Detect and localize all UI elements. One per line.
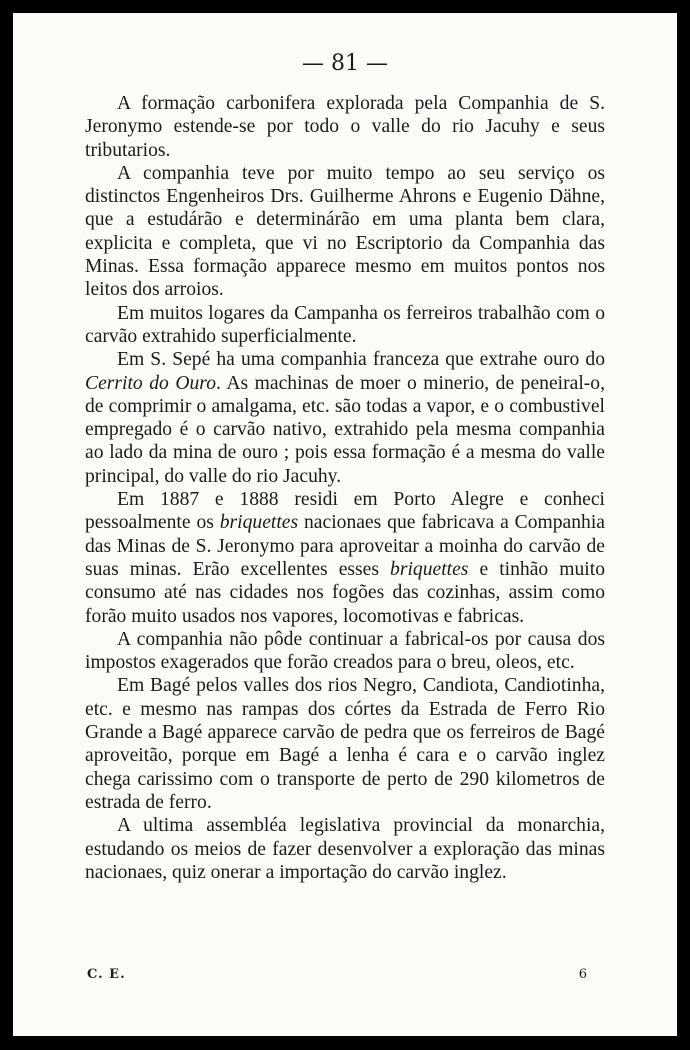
paragraph-3 [85,302,605,349]
sheet-number: 6 [578,967,587,982]
body-text [85,92,605,884]
paragraph-8 [85,814,605,884]
paragraph-text: nacionaes que fabricava a Companhia das Minas de S. Jeronymo para aproveitar a moinha do carvão de suas minas. Erão excellentes esses [85,512,605,580]
paragraph-text: Em S. Sepé ha uma companhia franceza que extrahe ouro do [117,349,605,371]
paragraph-6 [85,628,605,675]
paragraph-text: e tinhão muito consumo até nas cidades nos fogões das cozinhas, assim como forão muito usados nos vapores, locomotivas e fabricas. [85,558,605,627]
paragraph-2 [85,162,605,302]
italic-term: briquettes [390,558,469,580]
paragraph-4 [85,348,605,488]
paragraph-7 [85,674,605,814]
italic-term: briquettes [219,512,299,534]
paragraph-text: A companhia não pôde continuar a fabrical-os por causa dos impostos exagerados que forão creados para o breu, oleos, etc. [85,628,605,674]
paragraph-text: Em muitos logares da Campanha os ferreiros trabalhão com o carvão extrahido superficialmente. [85,302,605,347]
paragraph-text: Em 1887 e 1888 residi em Porto Alegre e conheci pessoalmente os [85,489,605,534]
paragraph-5 [85,488,605,628]
page-number: — 81 — [302,51,388,76]
paragraph-text: Em Bagé pelos valles dos rios Negro, Candiota, Candiotinha, etc. e mesmo nas rampas dos córtes da Estrada de Ferro Rio Grande a Bagé apparece carvão de pedra que os ferreiros de Bagé aproveitão, porque em Bagé a lenha é cara e o carvão inglez chega carissimo com o transporte de perto de 290 kilometros de estrada de ferro. [85,675,605,813]
signature-mark: C. E. [87,967,126,982]
paragraph-text: A ultima assembléa legislativa provincial da monarchia, estudando os meios de fazer desenvolver a exploração das minas nacionaes, quiz onerar a importação do carvão inglez. [85,815,605,883]
paragraph-text: A formação carbonifera explorada pela Companhia de S. Jeronymo estende-se por todo o valle do rio Jacuhy e seus tributarios. [85,93,605,161]
paragraph-text: . As machinas de moer o minerio, de peneiral-o, de comprimir o amalgama, etc. são todas a vapor, e o combustivel empregado é o carvão nativo, extrahido pela mesma companhia ao lado da mina de ouro ; pois essa formação é a mesma do valle principal, do valle do rio Jacuhy. [85,372,605,487]
paragraph-text: A companhia teve por muito tempo ao seu serviço os distinctos Engenheiros Drs. Guilherme Ahrons e Eugenio Dähne, que a estudárão e determinárão em uma planta bem clara, explicita e completa, que vi no Escriptorio da Companhia das Minas. Essa formação apparece mesmo em muitos pontos nos leitos dos arroios. [85,162,605,301]
page [13,13,677,1036]
paragraph-1 [85,92,605,162]
italic-place-name: Cerrito do Ouro [85,372,216,394]
